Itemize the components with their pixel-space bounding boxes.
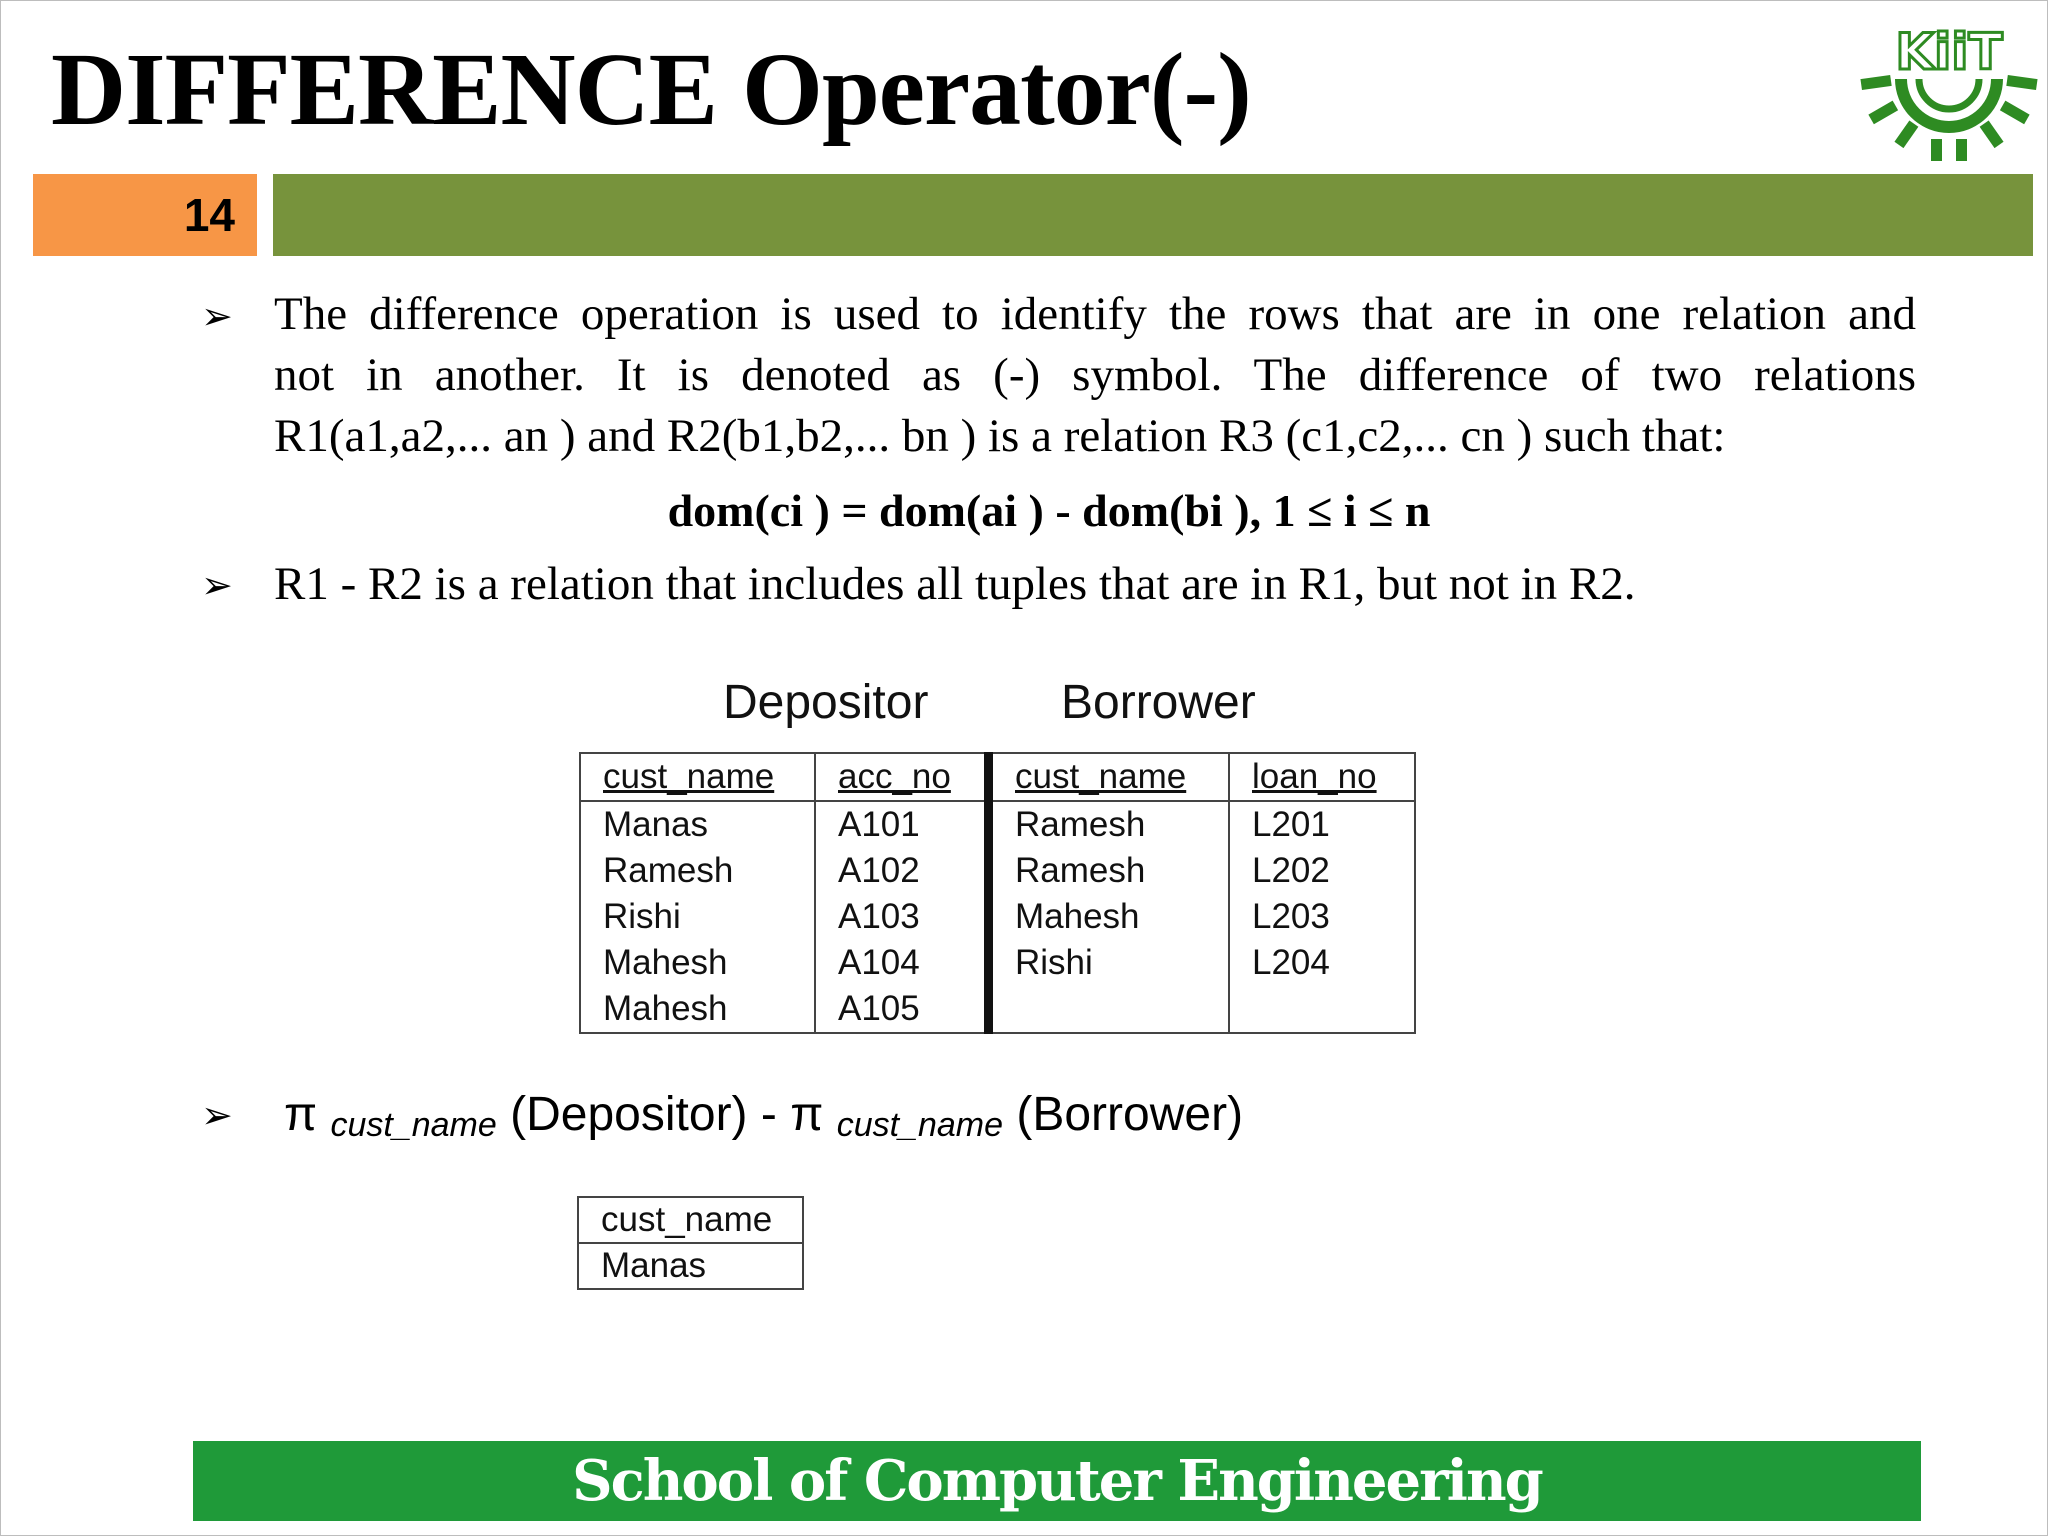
table-cell: Manas xyxy=(580,801,815,848)
minus-operator: - xyxy=(760,1088,777,1141)
depositor-col-cust-name: cust_name xyxy=(580,753,815,801)
paragraph-line: R1(a1,a2,... an ) and R2(b1,b2,... bn ) is a relation R3 (c1,c2,... cn ) such that: xyxy=(274,410,1726,462)
table-cell: Ramesh xyxy=(989,848,1230,894)
result-table xyxy=(577,1196,804,1290)
table-cell: Rishi xyxy=(580,894,815,940)
domain-formula: dom(ci ) = dom(ai ) - dom(bi ), 1 ≤ i ≤ n xyxy=(667,485,1431,536)
table-row xyxy=(580,848,1415,894)
table-cell: L203 xyxy=(1229,894,1415,940)
depositor-col-acc-no: acc_no xyxy=(815,753,989,801)
kiit-logo xyxy=(1859,21,2039,161)
table-header-row xyxy=(578,1197,803,1243)
paragraph-line: not in another. It is denoted as (-) symbol. The difference of two relations xyxy=(274,349,1916,401)
borrower-col-cust-name: cust_name xyxy=(989,753,1230,801)
projection-subscript: cust_name xyxy=(330,1106,497,1144)
slide-title: DIFFERENCE Operator(-) xyxy=(51,32,1251,147)
table-cell xyxy=(989,986,1230,1033)
depositor-caption: Depositor xyxy=(723,676,929,729)
title-accent-bar xyxy=(273,174,2033,256)
table-cell: Mahesh xyxy=(580,940,815,986)
table-cell xyxy=(1229,986,1415,1033)
table-cell: L204 xyxy=(1229,940,1415,986)
table-cell: A103 xyxy=(815,894,989,940)
bullet-arrow-icon: ➢ xyxy=(201,294,233,338)
table-cell: Ramesh xyxy=(580,848,815,894)
difference-definition: R1 - R2 is a relation that includes all tuples that are in R1, but not in R2. xyxy=(274,558,1636,610)
table-cell: Ramesh xyxy=(989,801,1230,848)
table-cell: A104 xyxy=(815,940,989,986)
right-relation: (Borrower) xyxy=(1016,1088,1244,1141)
depositor-borrower-table xyxy=(579,752,1416,1034)
result-col-cust-name: cust_name xyxy=(578,1197,803,1243)
table-cell: A102 xyxy=(815,848,989,894)
table-cell: L202 xyxy=(1229,848,1415,894)
left-relation: (Depositor) xyxy=(510,1088,748,1141)
table-cell: Rishi xyxy=(989,940,1230,986)
table-cell: Manas xyxy=(578,1243,803,1289)
bullet-arrow-icon: ➢ xyxy=(201,1093,233,1137)
slide-number: 14 xyxy=(183,189,235,241)
table-row xyxy=(580,894,1415,940)
table-row xyxy=(580,940,1415,986)
footer-banner: School of Computer Engineering xyxy=(193,1441,1921,1521)
pi-symbol: π xyxy=(284,1088,318,1141)
pi-symbol: π xyxy=(790,1088,824,1141)
definition-paragraph xyxy=(274,284,1916,467)
table-header-row xyxy=(580,753,1415,801)
slide-number-bar xyxy=(33,174,257,256)
table-row xyxy=(580,986,1415,1033)
bullet-arrow-icon: ➢ xyxy=(201,563,233,607)
projection-subscript: cust_name xyxy=(836,1106,1004,1144)
table-cell: Mahesh xyxy=(580,986,815,1033)
table-cell: A101 xyxy=(815,801,989,848)
table-cell: A105 xyxy=(815,986,989,1033)
table-cell: Mahesh xyxy=(989,894,1230,940)
borrower-col-loan-no: loan_no xyxy=(1229,753,1415,801)
table-row xyxy=(580,801,1415,848)
table-cell: L201 xyxy=(1229,801,1415,848)
borrower-caption: Borrower xyxy=(1061,676,1256,729)
logo-text: KiiT xyxy=(1895,23,2003,81)
table-row xyxy=(578,1243,803,1289)
paragraph-line: The difference operation is used to identify the rows that are in one relation and xyxy=(274,288,1916,340)
projection-expression xyxy=(284,1084,1243,1150)
